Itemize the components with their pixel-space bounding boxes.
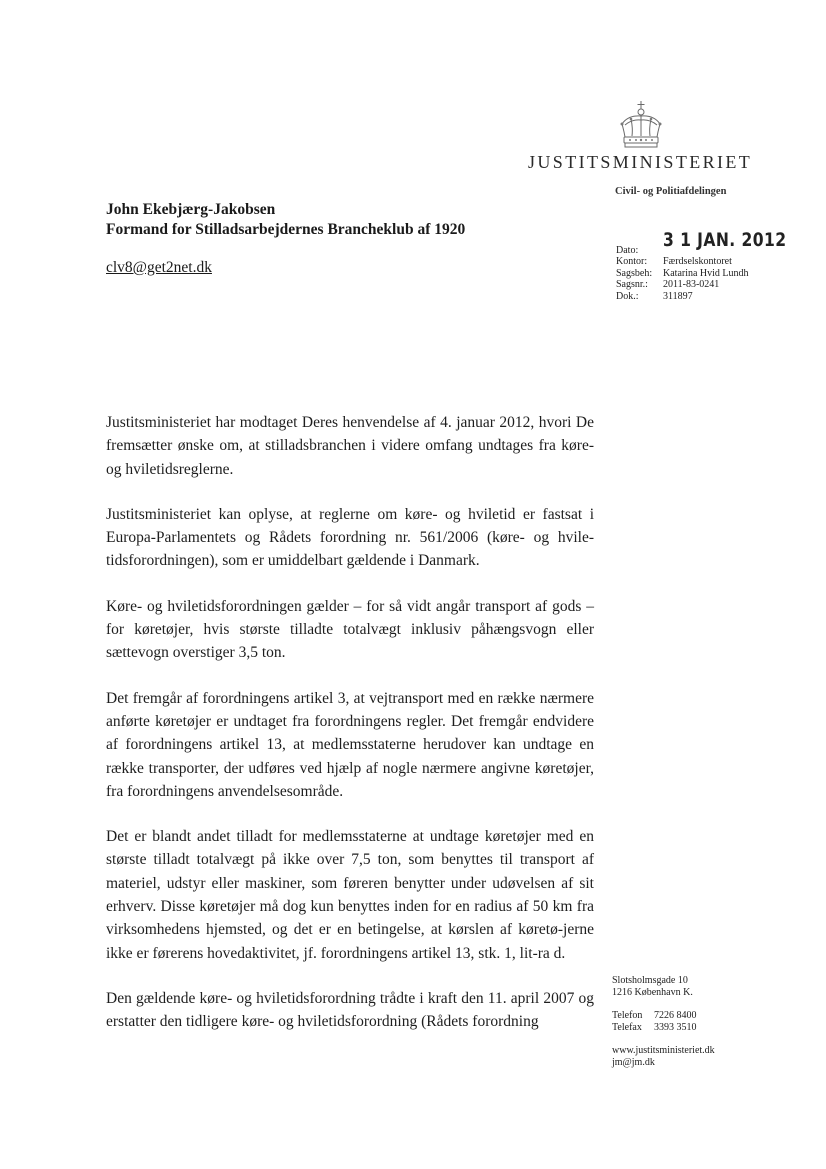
case-officer-value: Katarina Hvid Lundh bbox=[663, 267, 749, 279]
office-value: Færdselskontoret bbox=[663, 256, 732, 267]
phone-label: Telefon bbox=[612, 1010, 643, 1021]
phone-number: 7226 8400 bbox=[654, 1010, 697, 1021]
date-row bbox=[616, 229, 814, 256]
paragraph: Den gældende køre- og hviletidsforordning trådte i kraft den 11. april 2007 og erstatter den tidligere køre- og hviletidsforordning (Rådets forordning bbox=[106, 989, 594, 1031]
fax-number: 3393 3510 bbox=[654, 1021, 697, 1033]
paragraph: Køre- og hviletidsforordningen gælder – for så vidt angår transport af gods – for køretøjer, hvis største tilladte totalvægt inklusiv påhængsvogn eller sættevogn overstiger 3,5 ton. bbox=[106, 597, 594, 662]
document-number-label: Dok.: bbox=[616, 290, 639, 302]
paragraph: Justitsministeriet har modtaget Deres henvendelse af 4. januar 2012, hvori De fremsætter ønske om, at stilladsbranchen i videre omfang undtages fra køre- og hviletidsreglerne. bbox=[106, 414, 594, 478]
fax-row bbox=[612, 1022, 715, 1034]
fax-label: Telefax bbox=[612, 1021, 642, 1033]
address-line-1: Slotsholmsgade 10 bbox=[612, 975, 688, 986]
date-label: Dato: bbox=[616, 244, 639, 256]
case-number-value: 2011-83-0241 bbox=[663, 279, 720, 290]
ministry-name: JUSTITSMINISTERIET bbox=[528, 152, 753, 172]
office-label: Kontor: bbox=[616, 256, 648, 267]
website-link[interactable]: www.justitsministeriet.dk bbox=[612, 1045, 715, 1056]
document-number-value: 311897 bbox=[663, 290, 693, 302]
date-stamp: 3 1 JAN. 2012 bbox=[663, 229, 787, 251]
royal-crown-logo bbox=[616, 100, 666, 152]
address-line-2: 1216 København K. bbox=[612, 986, 693, 998]
case-number-label: Sagsnr.: bbox=[616, 279, 648, 290]
ministry-contact-info bbox=[612, 975, 715, 1068]
department-name: Civil- og Politiafdelingen bbox=[615, 186, 727, 197]
case-info bbox=[616, 229, 814, 302]
case-officer-label: Sagsbeh: bbox=[616, 267, 653, 279]
case-officer-row bbox=[616, 268, 814, 280]
ministry-email-link[interactable]: jm@jm.dk bbox=[612, 1056, 655, 1068]
office-row bbox=[616, 256, 814, 268]
letter-body bbox=[106, 411, 594, 1056]
paragraph: Det er blandt andet tilladt for medlemsstaterne at undtage køretøjer med en største tilladt totalvægt på ikke over 7,5 ton, som benyttes til transport af materiel, udstyr eller maskiner, som føreren benytter under udøvelsen af sit erhverv. Disse køretøjer må dog kun benyttes inden for en radius af 50 km fra virksomhedens hjemsted, og det er en betingelse, at kørslen af køretø-jerne ikke er førerens hovedaktivitet, jf. forordningens artikel 13, stk. 1, lit-ra d. bbox=[106, 828, 594, 962]
paragraph: Det fremgår af forordningens artikel 3, at vejtransport med en række nærmere anførte køretøjer er undtaget fra forordningens regler. Det fremgår endvidere af forordningens artikel 13, at medlemsstaterne herudover kan undtage en række transporter, der udføres ved hjælp af nogle nærmere angivne køretøjer, fra forordningens anvendelsesområde. bbox=[106, 689, 594, 800]
phone-row bbox=[612, 1010, 715, 1022]
paragraph: Justitsministeriet kan oplyse, at reglerne om køre- og hviletid er fastsat i Europa-Parlamentets og Rådets forordning nr. 561/2006 (køre- og hvile-tidsforordningen), som er umiddelbart gældende i Danmark. bbox=[106, 505, 594, 570]
recipient-email-link[interactable]: clv8@get2net.dk bbox=[106, 259, 212, 276]
case-number-row bbox=[616, 279, 814, 291]
recipient-name: John Ekebjærg-Jakobsen bbox=[106, 201, 276, 218]
document-number-row bbox=[616, 291, 814, 303]
recipient-title: Formand for Stilladsarbejdernes Brancheklub af 1920 bbox=[106, 221, 466, 238]
